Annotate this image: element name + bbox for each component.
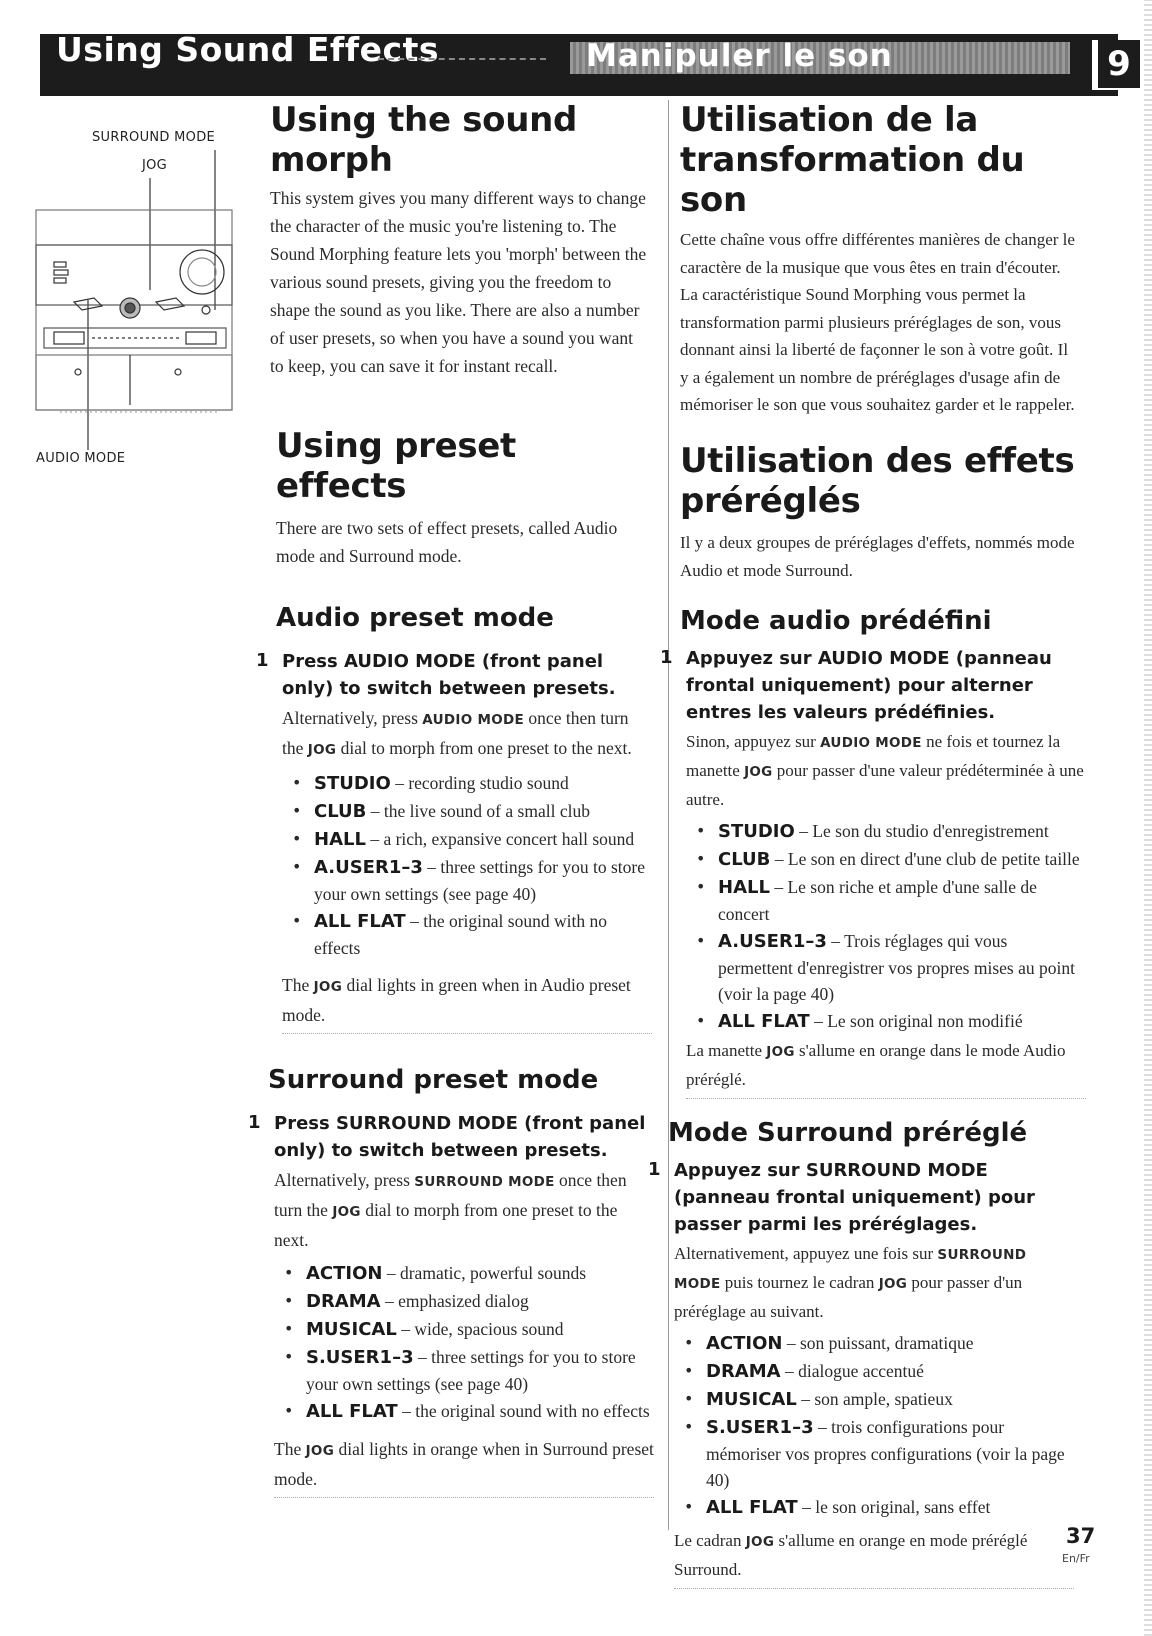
audio-step-alternative: Alternatively, press AUDIO MODE once then turn the JOG dial to morph from one preset to the next. (282, 708, 632, 758)
step-number: 1 (660, 646, 673, 668)
audio-step-fr (660, 645, 1090, 1099)
figure-label-jog: JOG (142, 158, 168, 173)
section-title-en: Using Sound Effects (56, 30, 440, 69)
list-item: • ALL FLAT – the original sound with no effects (282, 908, 652, 961)
surround-jog-note-fr: Le cadran JOG s'allume en orange en mode préréglé Surround. (674, 1530, 1028, 1579)
list-item: • MUSICAL – wide, spacious sound (274, 1316, 654, 1343)
surround-step (248, 1110, 656, 1498)
heading-sound-morph: Using the sound morph (270, 100, 578, 180)
stereo-unit-illustration (30, 150, 240, 450)
surround-preset-list (274, 1260, 654, 1425)
jog-key: JOG (332, 1204, 361, 1220)
surround-step-alternative: Alternatively, press SURROUND MODE once then turn the JOG dial to morph from one preset to the next. (274, 1170, 627, 1250)
heading-mode-surround-pregle: Mode Surround préréglé (668, 1117, 1028, 1148)
paragraph-transformation-son: Cette chaîne vous offre différentes manières de changer le caractère de la musique que vous êtes en train d'écouter. La caractéristique Sound Morphing vous permet la transformation parmi plusieurs préréglages de son, vous donnant ainsi la liberté de façonner le son à votre goût. Il y a également un nombre de préréglages d'usage afin de mémoriser le son que vous souhaitez garder et le rappeler. (680, 230, 1075, 414)
dotted-separator (674, 1588, 1074, 1589)
heading-surround-preset-mode: Surround preset mode (268, 1065, 599, 1095)
header-divider (378, 58, 546, 60)
surround-step-title: Press SURROUND MODE (front panel only) to switch between presets. (274, 1113, 646, 1161)
list-item: • HALL – a rich, expansive concert hall sound (282, 826, 652, 853)
list-item: • CLUB – Le son en direct d'une club de petite taille (686, 846, 1086, 873)
jog-key: JOG (307, 742, 337, 758)
surround-preset-list-fr (674, 1330, 1074, 1521)
figure-label-surround-mode: SURROUND MODE (92, 130, 216, 145)
surround-step-fr (648, 1157, 1090, 1589)
page-number: 37 (1066, 1524, 1096, 1548)
paragraph-effets-preregles: Il y a deux groupes de préréglages d'effets, nommés mode Audio et mode Surround. (680, 532, 1075, 580)
audio-step-title: Press AUDIO MODE (front panel only) to switch between presets. (282, 651, 616, 699)
page-edge (1144, 0, 1152, 1636)
chapter-number: 9 (1098, 40, 1140, 88)
step-number: 1 (248, 1112, 261, 1133)
audio-step-alternative-fr: Sinon, appuyez sur AUDIO MODE ne fois et tournez la manette JOG pour passer d'une valeur prédéterminée à une autre. (686, 731, 1084, 809)
audio-mode-key: AUDIO MODE (422, 712, 525, 728)
list-item: • ALL FLAT – Le son original non modifié (686, 1008, 1086, 1035)
paragraph-preset-effects: There are two sets of effect presets, called Audio mode and Surround mode. (276, 518, 618, 566)
list-item: • ACTION – dramatic, powerful sounds (274, 1260, 654, 1287)
list-item: • ALL FLAT – the original sound with no effects (274, 1398, 654, 1425)
list-item: • A.USER1–3 – three settings for you to store your own settings (see page 40) (282, 854, 652, 907)
list-item: • ALL FLAT – le son original, sans effet (674, 1494, 1074, 1521)
dotted-separator (686, 1098, 1086, 1099)
page-language: En/Fr (1062, 1552, 1090, 1565)
audio-preset-list-fr (686, 818, 1086, 1035)
step-number: 1 (648, 1158, 661, 1180)
list-item: • CLUB – the live sound of a small club (282, 798, 652, 825)
surround-jog-note: The JOG dial lights in orange when in Surround preset mode. (274, 1439, 654, 1489)
audio-jog-note-fr: La manette JOG s'allume en orange dans le mode Audio préréglé. (686, 1040, 1066, 1089)
english-column (248, 100, 656, 1498)
surround-step-alternative-fr: Alternativement, appuyez une fois sur SURROUND MODE puis tournez le cadran JOG pour passer d'un préréglage au suivant. (674, 1243, 1027, 1321)
heading-transformation-son: Utilisation de la transformation du son (680, 100, 1025, 220)
list-item: • S.USER1–3 – trois configurations pour mémoriser vos propres configurations (voir la page 40) (674, 1414, 1074, 1493)
list-item: • STUDIO – Le son du studio d'enregistrement (686, 818, 1086, 845)
figure-label-audio-mode: AUDIO MODE (36, 451, 126, 466)
paragraph-sound-morph: This system gives you many different ways to change the character of the music you're listening to. The Sound Morphing feature lets you 'morph' between the various sound presets, giving you the freedom to shape the sound as you like. There are also a number of user presets, so when you have a sound you want to keep, you can save it for instant recall. (270, 188, 647, 376)
surround-mode-key: SURROUND MODE (414, 1174, 555, 1190)
list-item: • A.USER1–3 – Trois réglages qui vous permettent d'enregistrer vos propres mises au point (voir la page 40) (686, 928, 1086, 1007)
audio-preset-list (282, 770, 652, 961)
list-item: • DRAMA – dialogue accentué (674, 1358, 1074, 1385)
heading-preset-effects: Using preset effects (276, 426, 516, 506)
list-item: • ACTION – son puissant, dramatique (674, 1330, 1074, 1357)
surround-step-title-fr: Appuyez sur SURROUND MODE (panneau frontal uniquement) pour passer parmi les préréglages. (674, 1159, 1035, 1235)
list-item: • S.USER1–3 – three settings for you to store your own settings (see page 40) (274, 1344, 654, 1397)
audio-step-title-fr: Appuyez sur AUDIO MODE (panneau frontal uniquement) pour alterner entres les valeurs prédéfinies. (686, 647, 1052, 723)
dotted-separator (282, 1033, 652, 1034)
list-item: • HALL – Le son riche et ample d'une salle de concert (686, 874, 1086, 927)
list-item: • STUDIO – recording studio sound (282, 770, 652, 797)
heading-effets-preregles: Utilisation des effets préréglés (680, 440, 1075, 521)
audio-jog-note: The JOG dial lights in green when in Audio preset mode. (282, 975, 631, 1025)
heading-mode-audio-predefini: Mode audio prédéfini (680, 605, 992, 636)
dotted-separator (274, 1497, 654, 1498)
list-item: • DRAMA – emphasized dialog (274, 1288, 654, 1315)
list-item: • MUSICAL – son ample, spatieux (674, 1386, 1074, 1413)
step-number: 1 (256, 650, 269, 671)
heading-audio-preset-mode: Audio preset mode (276, 603, 554, 633)
audio-step (256, 648, 656, 1034)
section-title-fr: Manipuler le son (586, 38, 893, 74)
french-column (648, 100, 1090, 1589)
